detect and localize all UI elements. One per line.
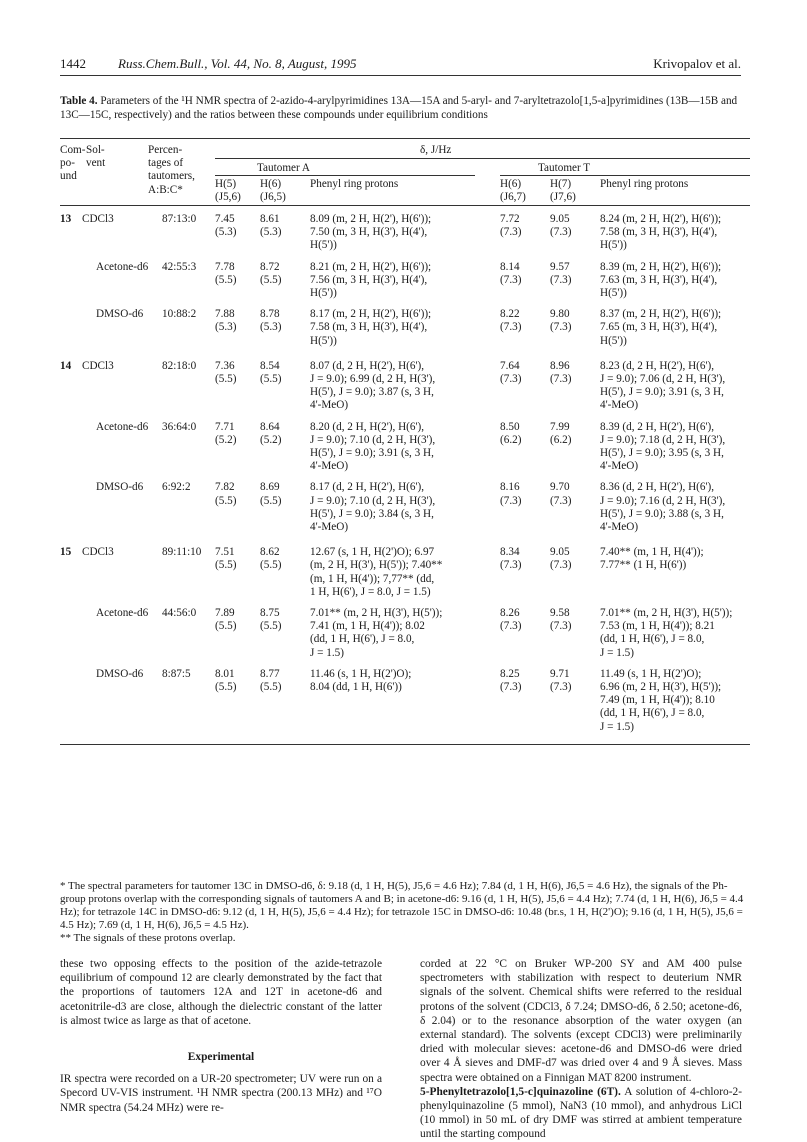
solvent: DMSO-d6: [96, 481, 144, 494]
a-phenyl-protons: 11.46 (s, 1 H, H(2')O); 8.04 (dd, 1 H, H(6')): [310, 667, 412, 693]
col-head-tautomer-t: Tautomer T: [538, 162, 591, 174]
a-phenyl-protons: 8.07 (d, 2 H, H(2'), H(6'), J = 9.0); 6.99 (d, 2 H, H(3'), H(5'), J = 9.0); 3.87 (s, 3 H, 4'-MeO): [310, 359, 436, 412]
solvent: CDCl3: [82, 359, 114, 372]
footnote-2: ** The signals of these protons overlap.: [60, 932, 236, 944]
t-h6-value: 7.64 (7.3): [500, 359, 522, 385]
page-number: 1442: [60, 56, 86, 71]
t-h6-value: 8.50 (6.2): [500, 420, 522, 446]
col-head-t-phenyl: Phenyl ring protons: [600, 178, 689, 190]
solvent: CDCl3: [82, 546, 114, 559]
tautomer-ratio: 87:13:0: [162, 213, 197, 225]
solvent: Acetone-d6: [96, 420, 149, 433]
t-h7-value: 9.80 (7.3): [550, 308, 572, 334]
t-h7-value: 9.57 (7.3): [550, 260, 572, 286]
footnote-1: * The spectral parameters for tautomer 13C in DMSO-d6, δ: 9.18 (d, 1 H, H(5), J5,6 = 4.6 Hz); 7.84 (d, 1 H, H(6), J6,5 = 4.6 Hz), the signals of the Ph-group protons overlap with the corresponding signals of tautomers A and B; in acetone-d6: 9.16 (d, 1 H, H(5), J5,6 = 4.4 Hz); 7.74 (d, 1 H, H(6), J6,5 = 4.4 Hz); for tetrazole 14C in DMSO-d6: 9.12 (d, 1 H, H(5), J5,6 = 4.4 Hz); for tetrazole 15C in DMSO-d6: 10.48 (br.s, 1 H, H(2')O); 9.16 (d, 1 H, H(5), J5,6 = 4.5 Hz); 7.69 (d, 1 H, H(6), J6,5 = 4.5 Hz).: [60, 880, 744, 931]
table-footnotes: [60, 880, 750, 945]
tautomer-ratio: 6:92:2: [162, 481, 191, 494]
a-h5-value: 7.45 (5.3): [215, 213, 237, 239]
t-h6-value: 8.14 (7.3): [500, 260, 522, 286]
compound-number: 14: [60, 359, 72, 372]
a-h6-value: 8.54 (5.5): [260, 359, 282, 385]
tautomer-ratio: 8:87:5: [162, 667, 191, 680]
a-h5-value: 8.01 (5.5): [215, 667, 237, 693]
t-phenyl-protons: 11.49 (s, 1 H, H(2')O); 6.96 (m, 2 H, H(3'), H(5')); 7.49 (m, 1 H, H(4')); 8.10 (dd, 1 H, H(6'), J = 8.0, J = 1.5): [600, 667, 722, 733]
a-h5-value: 7.88 (5.3): [215, 308, 237, 334]
solvent: DMSO-d6: [96, 308, 144, 321]
body-paragraph: corded at 22 °C on Bruker WP-200 SY and AM 400 pulse spectrometers with stabilization with respect to deuterium NMR signals of the solvent. Chemical shifts were referred to the residual protons of the solvent (CDCl3, δ 7.24; DMSO-d6, δ 2.50; acetone-d6, δ 2.04) or to the resonance absorption of the water oxygen (an external standard). The solvents (except CDCl3) were preliminarily dried with molecular sieves: acetone-d6 and DMSO-d6 were dried over 4 Å sieves and DMF-d7 was dried over 4 and 9 Å sieves. Mass spectra were obtained on a Finnigan MAT 8200 instrument.: [420, 958, 742, 1084]
t-h6-value: 7.72 (7.3): [500, 213, 522, 239]
col-head-tautomer-a: Tautomer A: [257, 162, 310, 174]
a-h6-value: 8.62 (5.5): [260, 546, 282, 572]
t-phenyl-protons: 8.37 (m, 2 H, H(2'), H(6')); 7.65 (m, 3 H, H(3'), H(4'), H(5')): [600, 308, 722, 347]
t-h7-value: 9.71 (7.3): [550, 667, 572, 693]
table-rule: [60, 205, 750, 206]
a-h5-value: 7.78 (5.5): [215, 260, 237, 286]
table-rule: [60, 744, 750, 745]
tautomer-ratio: 10:88:2: [162, 308, 197, 321]
a-h5-value: 7.36 (5.5): [215, 359, 237, 385]
a-h6-value: 8.78 (5.3): [260, 308, 282, 334]
t-h7-value: 7.99 (6.2): [550, 420, 572, 446]
t-phenyl-protons: 7.01** (m, 2 H, H(3'), H(5')); 7.53 (m, 1 H, H(4')); 8.21 (dd, 1 H, H(6'), J = 8.0, J = 1.5): [600, 607, 733, 659]
section-heading: Experimental: [187, 1051, 255, 1064]
a-phenyl-protons: 8.21 (m, 2 H, H(2'), H(6')); 7.56 (m, 3 H, H(3'), H(4'), H(5')): [310, 260, 432, 299]
t-h6-value: 8.25 (7.3): [500, 667, 522, 693]
t-h6-value: 8.16 (7.3): [500, 481, 522, 507]
solvent: Acetone-d6: [96, 607, 149, 619]
t-phenyl-protons: 8.24 (m, 2 H, H(2'), H(6')); 7.58 (m, 3 H, H(3'), H(4'), H(5')): [600, 213, 722, 252]
a-phenyl-protons: 12.67 (s, 1 H, H(2')O); 6.97 (m, 2 H, H(3'), H(5')); 7.40** (m, 1 H, H(4')); 7,77** (dd, 1 H, H(6'), J = 8.0, J = 1.5): [310, 546, 443, 598]
t-h6-value: 8.26 (7.3): [500, 607, 522, 633]
table-title: Parameters of the ¹H NMR spectra of 2-azido-4-arylpyrimidines 13A—15A and 5-aryl- and 7-aryltetrazolo[1,5-a]pyrimidines (13B—15B and 13C—15C, respectively) and the ratios between these compounds under equilibrium conditions: [60, 95, 738, 121]
col-head-percentages: Percen- tages of tautomers, A:B:C*: [148, 144, 195, 196]
header-rule: [60, 75, 741, 76]
t-h7-value: 8.96 (7.3): [550, 359, 572, 385]
col-head-a-phenyl: Phenyl ring protons: [310, 178, 399, 190]
col-head-t-h7: H(7) (J7,6): [550, 178, 576, 204]
t-h7-value: 9.05 (7.3): [550, 546, 572, 572]
t-phenyl-protons: 8.36 (d, 2 H, H(2'), H(6'), J = 9.0); 7.16 (d, 2 H, H(3'), H(5'), J = 9.0); 3.88 (s, 3 H, 4'-MeO): [600, 481, 726, 533]
a-h6-value: 8.61 (5.3): [260, 213, 282, 239]
nmr-table: [60, 136, 750, 862]
tautomer-ratio: 89:11:10: [162, 546, 202, 559]
t-phenyl-protons: 8.23 (d, 2 H, H(2'), H(6'), J = 9.0); 7.06 (d, 2 H, H(3'), H(5'), J = 9.0); 3.91 (s, 3 H, 4'-MeO): [600, 359, 726, 412]
col-head-delta: δ, J/Hz: [420, 144, 452, 156]
table-caption: [60, 94, 750, 122]
body-paragraph: these two opposing effects to the position of the azide-tetrazole equilibrium of compound 12 are clearly demonstrated by the fact that the proportions of tautomers 12A and 12T in acetone-d6 and acetonitrile-d3 are close, although the dielectric constant of the latter is almost twice as large as that of acetone.: [60, 958, 382, 1027]
tautomer-ratio: 42:55:3: [162, 260, 197, 273]
body-paragraph: A solution of 4-chloro-2-phenylquinazoline (5 mmol), NaN3 (10 mmol), and anhydrous LiCl (10 mmol) in 50 mL of dry DMF was stirred at ambient temperature until the starting compound: [420, 1085, 742, 1141]
a-phenyl-protons: 7.01** (m, 2 H, H(3'), H(5')); 7.41 (m, 1 H, H(4')); 8.02 (dd, 1 H, H(6'), J = 8.0, J = 1.5): [310, 607, 443, 659]
a-h5-value: 7.82 (5.5): [215, 481, 237, 507]
authors: Krivopalov et al.: [653, 56, 741, 71]
t-h6-value: 8.34 (7.3): [500, 546, 522, 572]
journal-citation: Russ.Chem.Bull., Vol. 44, No. 8, August, 1995: [118, 56, 357, 71]
left-column: [60, 957, 382, 1115]
table-rule: [500, 175, 750, 176]
a-h5-value: 7.71 (5.2): [215, 420, 237, 446]
a-phenyl-protons: 8.09 (m, 2 H, H(2'), H(6')); 7.50 (m, 3 H, H(3'), H(4'), H(5')): [310, 213, 432, 252]
table-rule: [215, 158, 750, 159]
compound-number: 15: [60, 546, 72, 559]
t-h6-value: 8.22 (7.3): [500, 308, 522, 334]
a-h5-value: 7.89 (5.5): [215, 607, 237, 633]
t-h7-value: 9.70 (7.3): [550, 481, 572, 507]
tautomer-ratio: 82:18:0: [162, 359, 197, 372]
t-h7-value: 9.58 (7.3): [550, 607, 572, 633]
a-h6-value: 8.75 (5.5): [260, 607, 282, 633]
col-head-a-h6: H(6) (J6,5): [260, 178, 286, 204]
col-head-t-h6: H(6) (J6,7): [500, 178, 526, 204]
table-label: Table 4.: [60, 95, 98, 107]
table-rule: [215, 175, 475, 176]
a-phenyl-protons: 8.17 (d, 2 H, H(2'), H(6'), J = 9.0); 7.10 (d, 2 H, H(3'), H(5'), J = 9.0); 3.84 (s, 3 H, 4'-MeO): [310, 481, 436, 533]
a-h6-value: 8.64 (5.2): [260, 420, 282, 446]
t-phenyl-protons: 8.39 (d, 2 H, H(2'), H(6'), J = 9.0); 7.18 (d, 2 H, H(3'), H(5'), J = 9.0); 3.95 (s, 3 H, 4'-MeO): [600, 420, 726, 473]
tautomer-ratio: 44:56:0: [162, 607, 197, 619]
body-paragraph: IR spectra were recorded on a UR-20 spectrometer; UV were run on a Specord UV-VIS instrument. ¹H NMR spectra (200.13 MHz) and ¹⁷O NMR spectra (54.24 MHz) were re-: [60, 1073, 382, 1114]
t-h7-value: 9.05 (7.3): [550, 213, 572, 239]
col-head-compound: Com- po- und: [60, 144, 86, 183]
solvent: CDCl3: [82, 213, 114, 225]
a-h6-value: 8.69 (5.5): [260, 481, 282, 507]
right-column: [420, 957, 742, 1142]
compound-title: 5-Phenyltetrazolo[1,5-c]quinazoline (6T).: [420, 1085, 621, 1098]
a-phenyl-protons: 8.20 (d, 2 H, H(2'), H(6'), J = 9.0); 7.10 (d, 2 H, H(3'), H(5'), J = 9.0); 3.91 (s, 3 H, 4'-MeO): [310, 420, 436, 473]
compound-number: 13: [60, 213, 72, 225]
a-h5-value: 7.51 (5.5): [215, 546, 237, 572]
t-phenyl-protons: 7.40** (m, 1 H, H(4')); 7.77** (1 H, H(6')): [600, 546, 704, 572]
a-phenyl-protons: 8.17 (m, 2 H, H(2'), H(6')); 7.58 (m, 3 H, H(3'), H(4'), H(5')): [310, 308, 432, 347]
a-h6-value: 8.77 (5.5): [260, 667, 282, 693]
t-phenyl-protons: 8.39 (m, 2 H, H(2'), H(6')); 7.63 (m, 3 H, H(3'), H(4'), H(5')): [600, 260, 722, 299]
col-head-a-h5: H(5) (J5,6): [215, 178, 241, 204]
col-head-solvent: Sol- vent: [86, 144, 106, 170]
solvent: DMSO-d6: [96, 667, 144, 680]
a-h6-value: 8.72 (5.5): [260, 260, 282, 286]
table-rule: [60, 138, 750, 139]
solvent: Acetone-d6: [96, 260, 149, 273]
tautomer-ratio: 36:64:0: [162, 420, 197, 433]
